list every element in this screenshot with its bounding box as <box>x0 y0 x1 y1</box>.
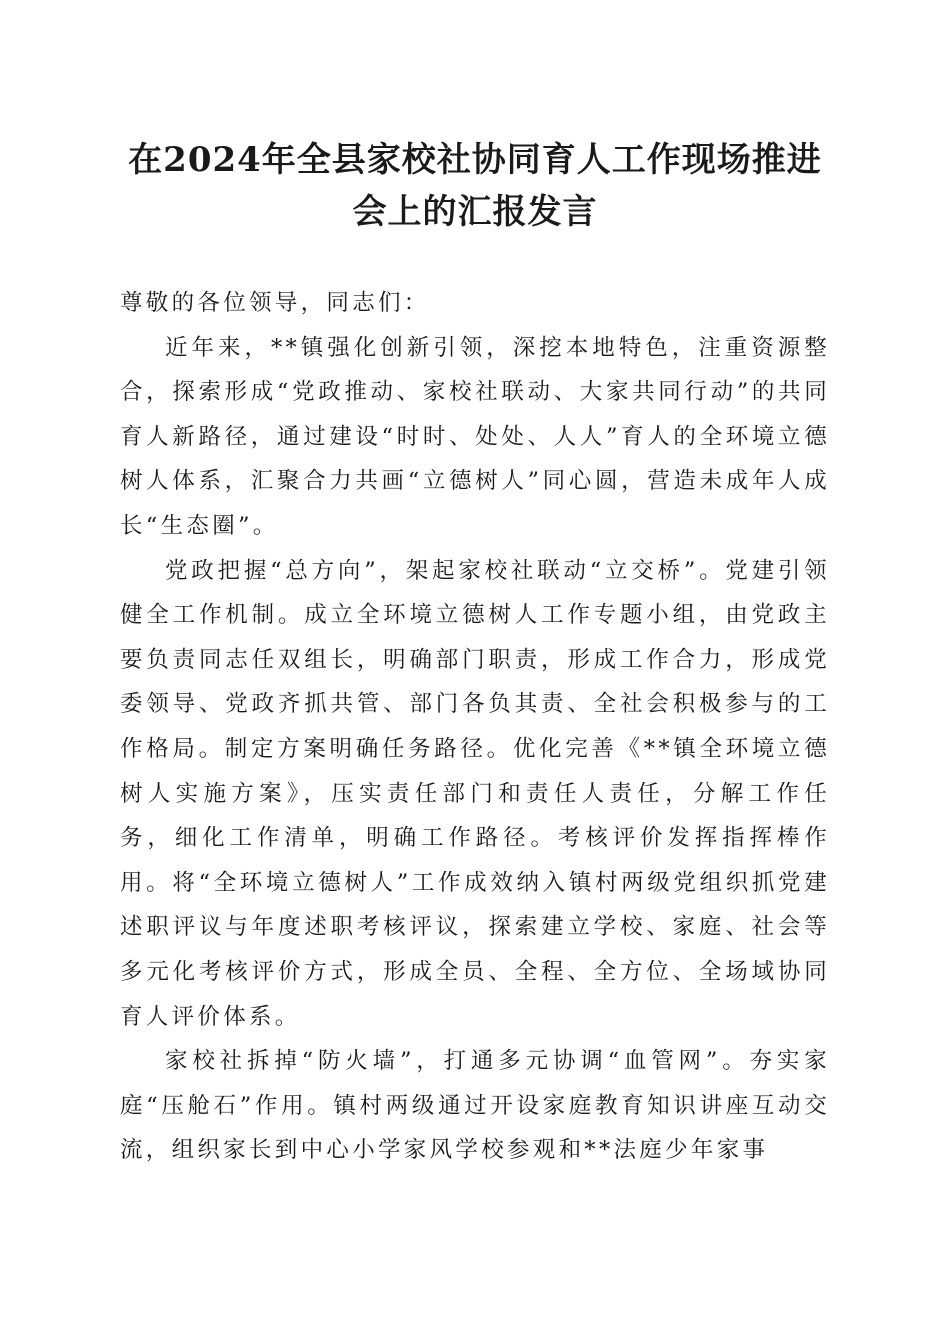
salutation: 尊敬的各位领导，同志们： <box>120 290 430 316</box>
paragraph-3: 家校社拆掉“防火墙”，打通多元协调“血管网”。夯实家庭“压舱石”作用。镇村两级通过开设家庭教育知识讲座互动交流，组织家长到中心小学家风学校参观和**法庭少年家事 <box>120 1048 830 1164</box>
title-line-1: 在2024年全县家校社协同育人工作现场推进 <box>128 140 822 180</box>
document-body <box>120 281 830 1173</box>
title-line-2: 会上的汇报发言 <box>352 192 598 232</box>
document-title <box>120 134 830 238</box>
paragraph-1: 近年来，**镇强化创新引领，深挖本地特色，注重资源整合，探索形成“党政推动、家校社联动、大家共同行动”的共同育人新路径，通过建设“时时、处处、人人”育人的全环境立德树人体系，汇聚合力共画“立德树人”同心圆，营造未成年人成长“生态圈”。 <box>120 334 830 539</box>
paragraph-2: 党政把握“总方向”，架起家校社联动“立交桥”。党建引领健全工作机制。成立全环境立德树人工作专题小组，由党政主要负责同志任双组长，明确部门职责，形成工作合力，形成党委领导、党政齐抓共管、部门各负其责、全社会积极参与的工作格局。制定方案明确任务路径。优化完善《**镇全环境立德树人实施方案》，压实责任部门和责任人责任，分解工作任务，细化工作清单，明确工作路径。考核评价发挥指挥棒作用。将“全环境立德树人”工作成效纳入镇村两级党组织抓党建述职评议与年度述职考核评议，探索建立学校、家庭、社会等多元化考核评价方式，形成全员、全程、全方位、全场域协同育人评价体系。 <box>120 557 830 1030</box>
